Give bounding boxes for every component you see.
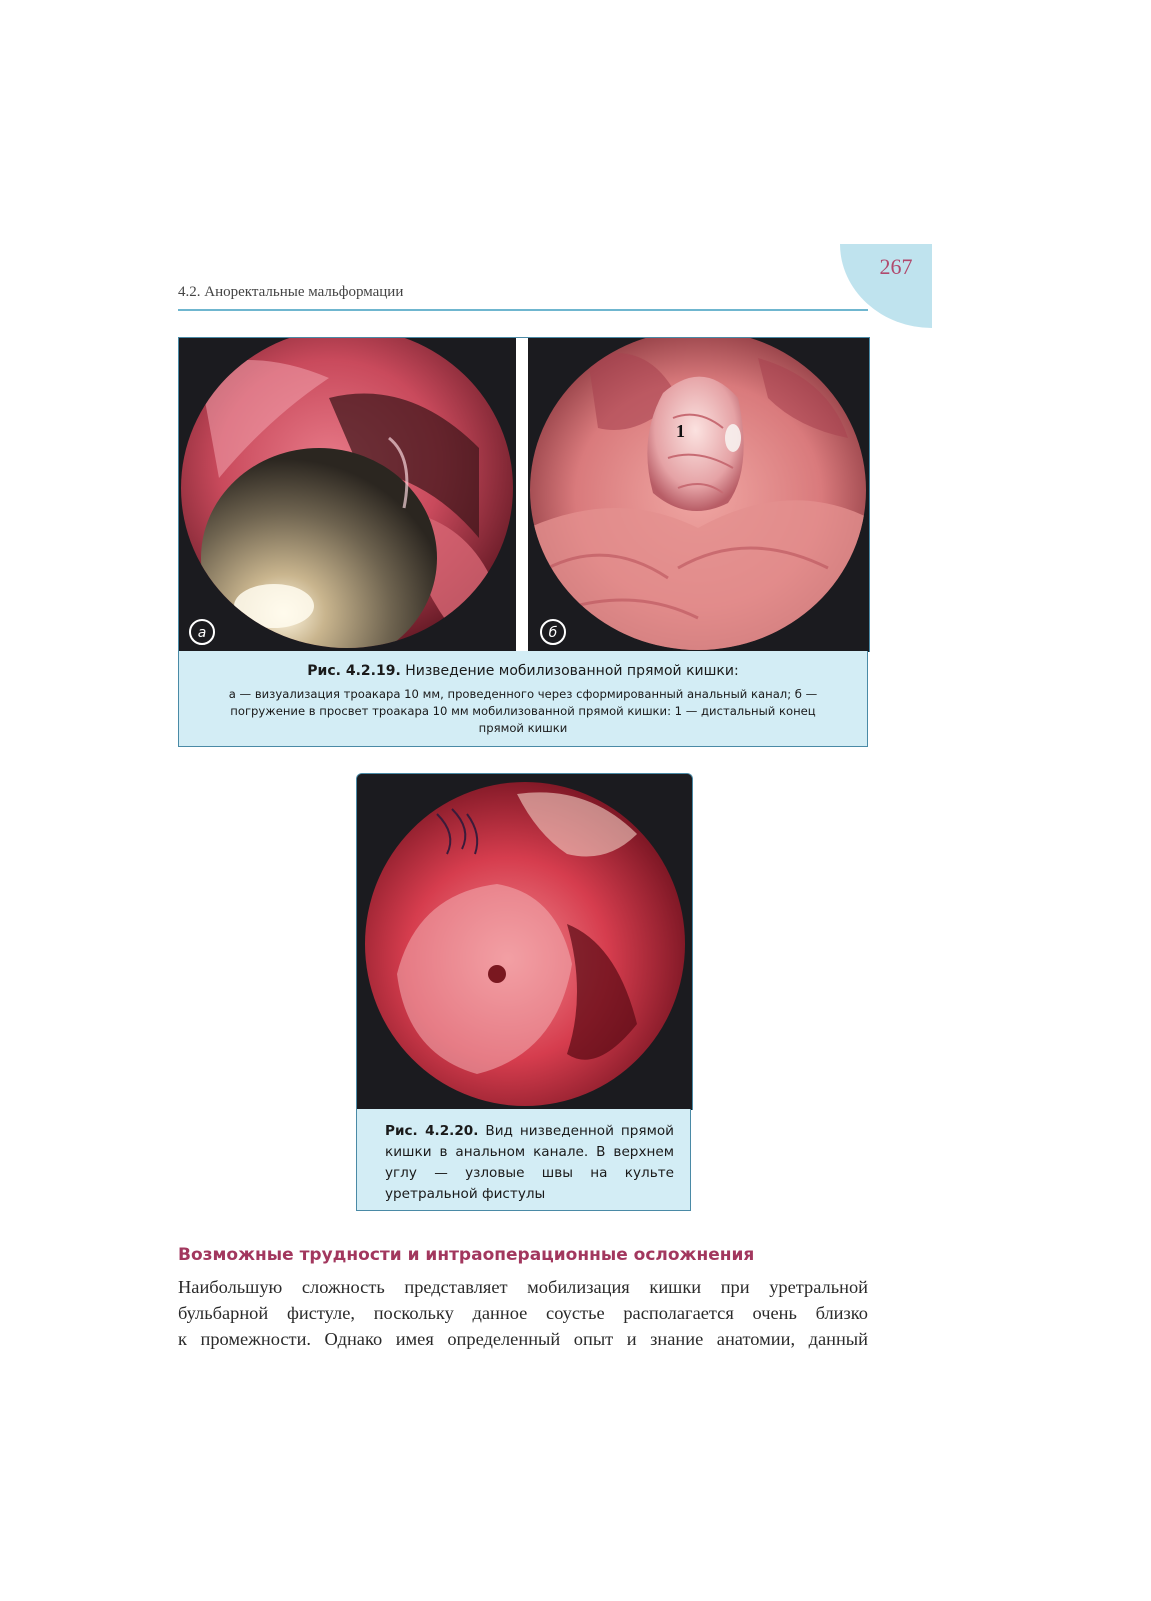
body-paragraph xyxy=(178,1274,868,1352)
caption-label: Рис. 4.2.20. xyxy=(385,1123,479,1139)
caption-label: Рис. 4.2.19. xyxy=(307,663,401,679)
body-line: бульбарной фистуле, поскольку данное соустье располагается очень близко xyxy=(178,1303,868,1323)
body-line: к промежности. Однако имея определенный опыт и знание анатомии, данный xyxy=(178,1329,868,1349)
caption-title-text: Низведение мобилизованной прямой кишки: xyxy=(405,663,739,679)
figure-marker-1: 1 xyxy=(676,421,685,441)
panel-label-b: б xyxy=(540,619,566,645)
figure-4-2-20-caption xyxy=(356,1109,691,1211)
figure-panel-b xyxy=(528,338,869,652)
section-heading: Возможные трудности и интраоперационные осложнения xyxy=(178,1245,755,1265)
figure-divider xyxy=(516,338,528,652)
endoscopic-photo-rectum xyxy=(528,338,869,652)
endoscopic-photo-trocar xyxy=(179,338,516,652)
caption-line: а — визуализация троакара 10 мм, проведенного через сформированный анальный канал; б — xyxy=(228,687,818,701)
running-head: 4.2. Аноректальные мальформации xyxy=(178,284,404,300)
page-number: 267 xyxy=(879,254,913,279)
caption-text: Вид низведенной прямой кишки в анальном канале. В верхнем углу — узловые швы на культе уретральной фистулы xyxy=(385,1123,674,1202)
body-line: Наибольшую сложность представляет мобилизация кишки при уретральной xyxy=(178,1277,868,1297)
figure-4-2-20 xyxy=(356,773,693,1110)
figure-4-2-19 xyxy=(178,337,870,652)
caption-line: прямой кишки xyxy=(478,721,568,735)
endoscopic-photo-anal-canal xyxy=(357,774,692,1110)
caption-title xyxy=(205,663,841,679)
figure-4-2-19-caption xyxy=(178,651,868,747)
caption-body xyxy=(205,686,841,737)
figure-panel-a xyxy=(179,338,516,652)
caption-line: погружение в просвет троакара 10 мм мобилизованной прямой кишки: 1 — дистальный конец xyxy=(230,704,816,718)
panel-label-a: а xyxy=(189,619,215,645)
header-rule xyxy=(178,309,868,311)
